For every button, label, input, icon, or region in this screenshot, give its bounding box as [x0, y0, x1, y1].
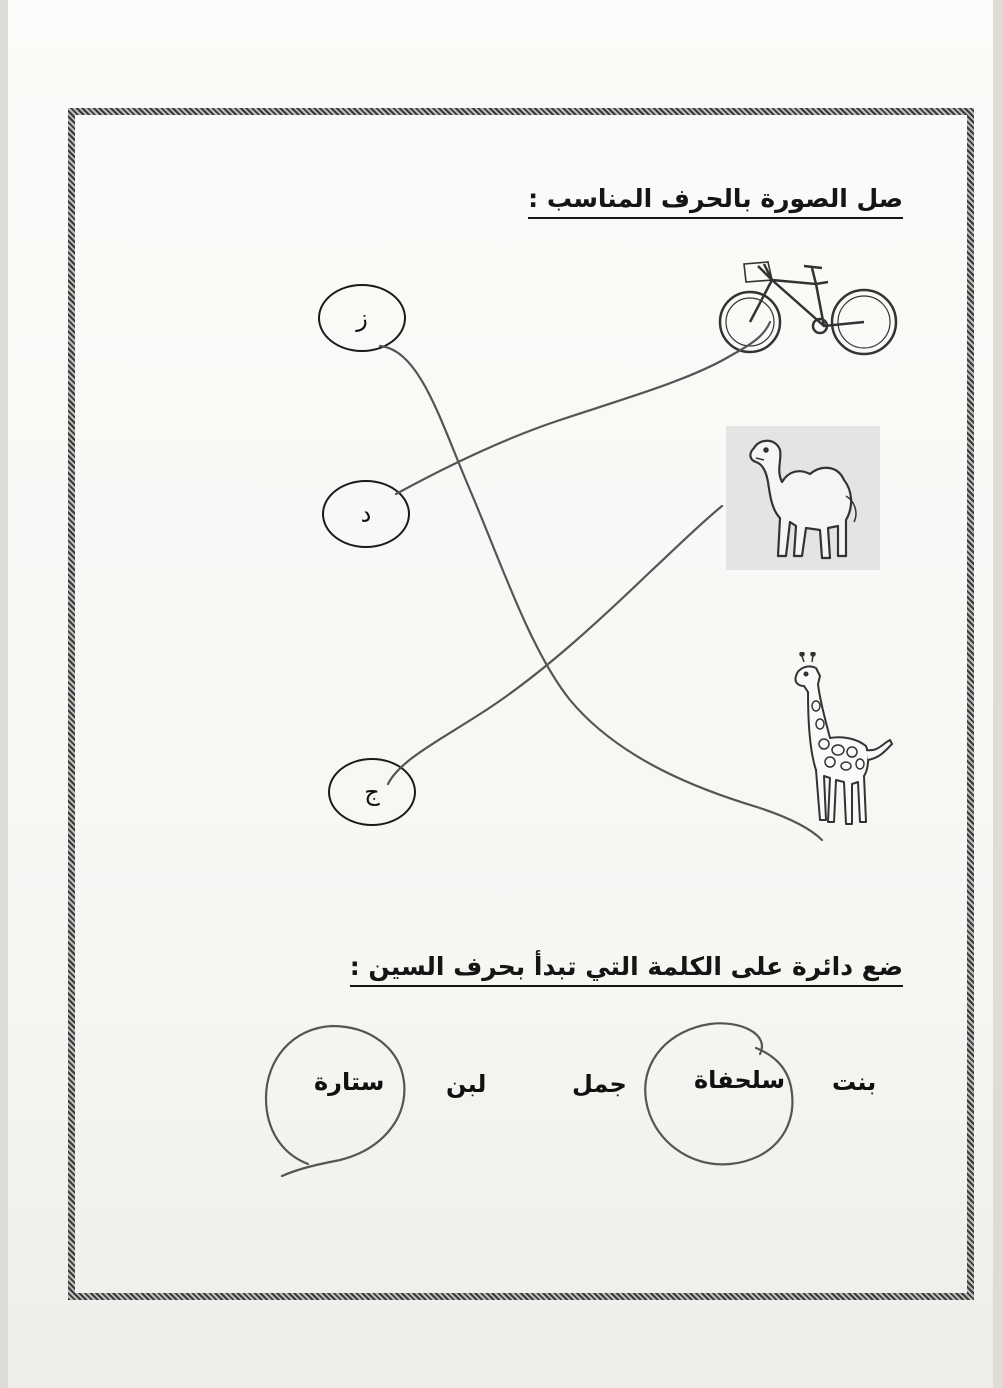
giraffe-picture[interactable] — [786, 652, 898, 834]
letter-jeem: ج — [364, 778, 380, 806]
letter-zay: ز — [356, 304, 368, 332]
camel-picture[interactable] — [726, 426, 880, 570]
letter-circle-jeem[interactable] — [328, 758, 416, 826]
letter-circle-zay[interactable] — [318, 284, 406, 352]
word-jamal[interactable]: جمل — [572, 1070, 627, 1098]
word-bint[interactable]: بنت — [832, 1068, 877, 1096]
letter-dal: د — [360, 500, 372, 528]
word-laban[interactable]: لبن — [446, 1070, 487, 1098]
bicycle-picture[interactable] — [716, 254, 902, 358]
word-sulhafa[interactable]: سلحفاة — [694, 1066, 786, 1094]
camel-icon — [726, 426, 880, 570]
circle-instruction: ضع دائرة على الكلمة التي تبدأ بحرف السين : — [350, 950, 903, 987]
letter-circle-dal[interactable] — [322, 480, 410, 548]
word-sitara[interactable]: ستارة — [314, 1068, 385, 1096]
matching-instruction: صل الصورة بالحرف المناسب : — [528, 182, 903, 219]
